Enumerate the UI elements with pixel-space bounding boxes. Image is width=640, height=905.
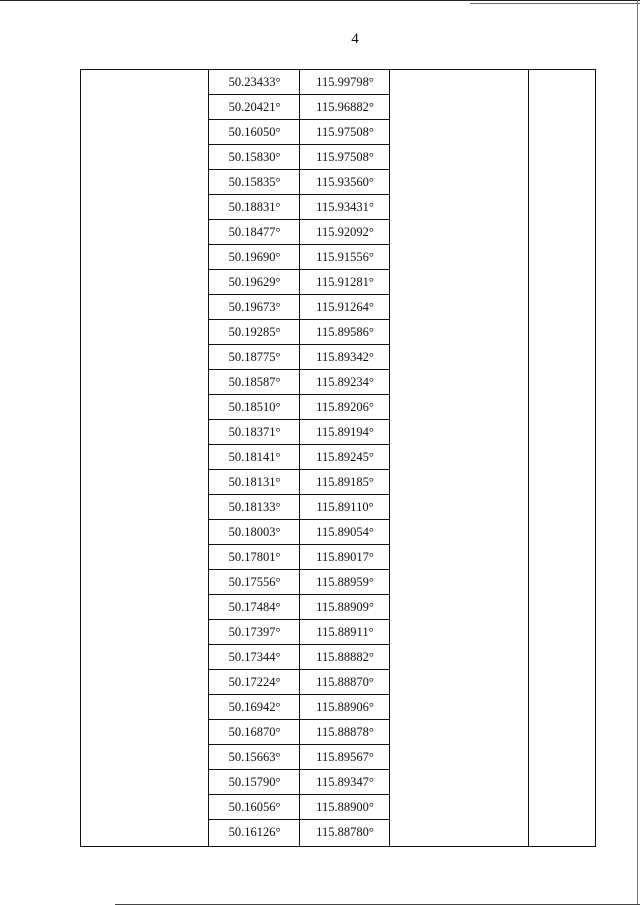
longitude-cell: 115.89110° [316,500,374,514]
longitude-cell: 115.89194° [316,425,374,439]
scan-edge-right [637,0,638,905]
row-separator [209,719,390,720]
row-separator [209,94,390,95]
row-separator [209,669,390,670]
longitude-cell: 115.89185° [316,475,374,489]
longitude-cell: 115.96882° [316,100,374,114]
row-separator [209,444,390,445]
longitude-cell: 115.88911° [316,625,374,639]
latitude-cell: 50.17484° [228,600,281,614]
latitude-cell: 50.18587° [228,375,281,389]
coordinates-table [80,69,596,847]
latitude-cell: 50.18371° [228,425,281,439]
longitude-cell: 115.89054° [316,525,374,539]
longitude-cell: 115.91281° [316,275,374,289]
latitude-cell: 50.19673° [228,300,281,314]
row-separator [209,644,390,645]
row-separator [209,244,390,245]
longitude-cell: 115.89206° [316,400,374,414]
row-separator [209,319,390,320]
latitude-cell: 50.18510° [228,400,281,414]
row-separator [209,769,390,770]
latitude-cell: 50.16050° [228,125,281,139]
longitude-cell: 115.89017° [316,550,374,564]
longitude-cell: 115.93560° [316,175,374,189]
latitude-cell: 50.15830° [228,150,281,164]
row-separator [209,694,390,695]
longitude-cell: 115.89245° [316,450,374,464]
longitude-cell: 115.89586° [316,325,374,339]
longitude-cell: 115.88959° [316,575,374,589]
row-separator [209,369,390,370]
row-separator [209,819,390,820]
longitude-cell: 115.91264° [316,300,374,314]
latitude-cell: 50.17344° [228,650,281,664]
latitude-cell: 50.19629° [228,275,281,289]
longitude-cell: 115.89342° [316,350,374,364]
scan-edge-top [0,0,640,1]
row-separator [209,469,390,470]
row-separator [209,794,390,795]
longitude-cell: 115.97508° [316,150,374,164]
longitude-cell: 115.88870° [316,675,374,689]
longitude-cell: 115.89347° [316,775,374,789]
latitude-cell: 50.15835° [228,175,281,189]
latitude-cell: 50.18131° [228,475,281,489]
latitude-cell: 50.16056° [228,800,281,814]
longitude-cell: 115.92092° [316,225,374,239]
latitude-cell: 50.18775° [228,350,281,364]
row-separator [209,144,390,145]
latitude-cell: 50.17556° [228,575,281,589]
row-separator [209,219,390,220]
longitude-cell: 115.91556° [316,250,374,264]
longitude-cell: 115.89567° [316,750,374,764]
latitude-cell: 50.15790° [228,775,281,789]
latitude-cell: 50.18477° [228,225,281,239]
row-separator [209,519,390,520]
latitude-cell: 50.19690° [228,250,281,264]
row-separator [209,594,390,595]
latitude-cell: 50.23433° [228,75,281,89]
longitude-cell: 115.88882° [316,650,374,664]
latitude-cell: 50.16942° [228,700,281,714]
row-separator [209,119,390,120]
latitude-cell: 50.17801° [228,550,281,564]
longitude-cell: 115.88780° [316,825,374,839]
latitude-cell: 50.19285° [228,325,281,339]
latitude-cell: 50.17397° [228,625,281,639]
longitude-cell: 115.88878° [316,725,374,739]
column-divider-4 [528,70,529,846]
latitude-cell: 50.16126° [228,825,281,839]
longitude-cell: 115.93431° [316,200,374,214]
row-separator [209,569,390,570]
latitude-cell: 50.18133° [228,500,281,514]
row-separator [209,269,390,270]
row-separator [209,619,390,620]
latitude-cell: 50.16870° [228,725,281,739]
latitude-cell: 50.20421° [228,100,281,114]
row-separator [209,419,390,420]
latitude-cell: 50.18831° [228,200,281,214]
latitude-cell: 50.18003° [228,525,281,539]
latitude-cell: 50.18141° [228,450,281,464]
longitude-cell: 115.97508° [316,125,374,139]
row-separator [209,344,390,345]
row-separator [209,544,390,545]
scan-edge-top-right [470,3,640,4]
latitude-cell: 50.17224° [228,675,281,689]
longitude-cell: 115.88906° [316,700,374,714]
row-separator [209,744,390,745]
longitude-cell: 115.89234° [316,375,374,389]
row-separator [209,494,390,495]
page-number: 4 [351,31,359,47]
longitude-cell: 115.88909° [316,600,374,614]
latitude-cell: 50.15663° [228,750,281,764]
longitude-cell: 115.88900° [316,800,374,814]
row-separator [209,394,390,395]
row-separator [209,194,390,195]
longitude-cell: 115.99798° [316,75,374,89]
row-separator [209,169,390,170]
row-separator [209,294,390,295]
